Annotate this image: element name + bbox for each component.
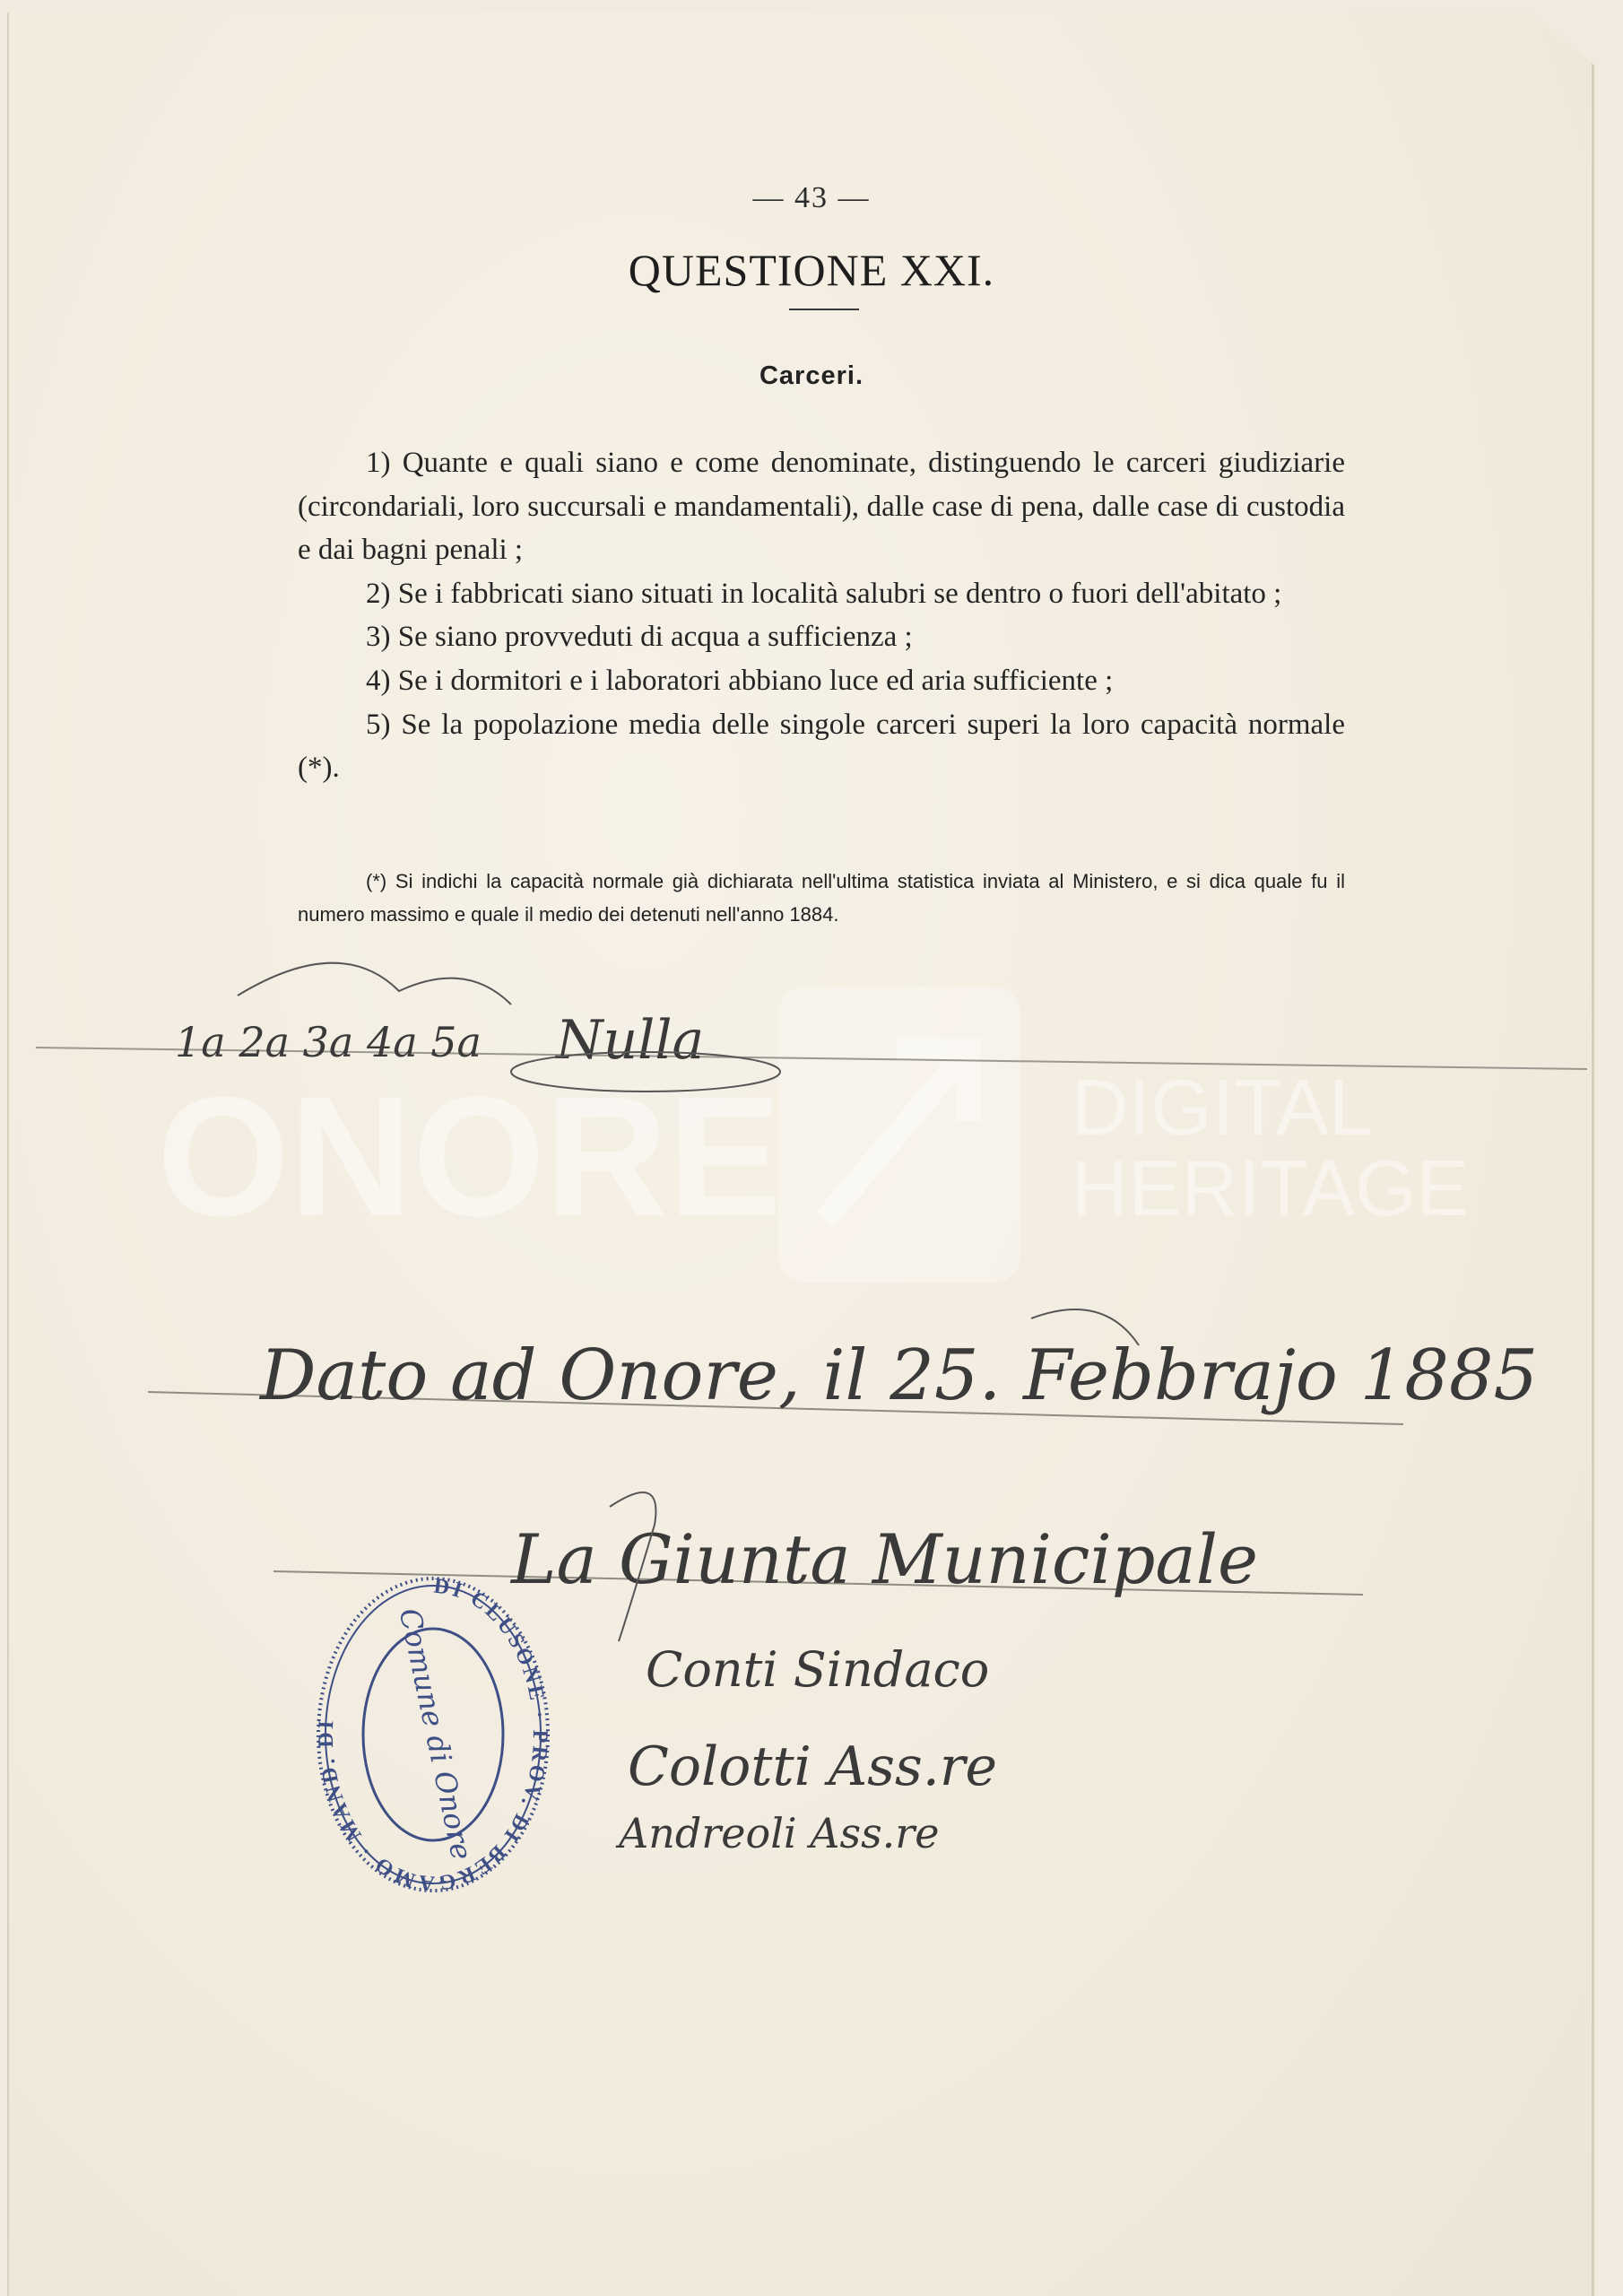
signature: Conti Sindaco (646, 1641, 990, 1698)
stamp-ring-text: DI CLUSONE · PROV. DI BERGAMO · MAND. DI (314, 1574, 552, 1894)
signature-title: La Giunta Municipale (511, 1519, 1258, 1599)
question-item: 1) Quante e quali siano e come denominate, distinguendo le carceri giudiziarie (circondariali, loro succursali e mandamentali), dalle case di pena, dalle case di custodia e dai bagni penali ; (298, 447, 1345, 567)
page-title: QUESTIONE XXI. (628, 245, 995, 295)
watermark-right-2: HERITAGE (1072, 1144, 1470, 1232)
municipal-stamp (312, 1571, 554, 1894)
signature: Colotti Ass.re (628, 1735, 998, 1798)
question-item: 5) Se la popolazione media delle singole carceri superi la loro capacità normale (*). (298, 708, 1345, 785)
answer-numbers: 1a 2a 3a 4a 5a (175, 1018, 482, 1066)
stamp-center-text: Comune di Onore (392, 1605, 480, 1864)
date-line: Dato ad Onore, il 25. Febbrajo 1885 (260, 1335, 1539, 1416)
footnote-text: (*) Si indichi la capacità normale già dichiarata nell'ultima statistica inviata al Ministero, e si dica quale fu il numero massimo e quale il medio dei detenuti nell'anno 1884. (298, 870, 1345, 926)
watermark-right-1: DIGITAL (1072, 1063, 1373, 1152)
section-subtitle: Carceri. (759, 361, 864, 390)
question-item: 3) Se siano provveduti di acqua a sufficienza ; (366, 621, 913, 654)
signature: Andreoli Ass.re (619, 1809, 940, 1857)
page-number: — 43 — (752, 181, 871, 214)
question-item: 2) Se i fabbricati siano situati in località salubri se dentro o fuori dell'abitato ; (366, 577, 1282, 610)
watermark-left: ONORE (157, 1062, 782, 1252)
question-item: 4) Se i dormitori e i laboratori abbiano luce ed aria sufficiente ; (366, 664, 1114, 697)
answer-text: Nulla (556, 1009, 705, 1072)
